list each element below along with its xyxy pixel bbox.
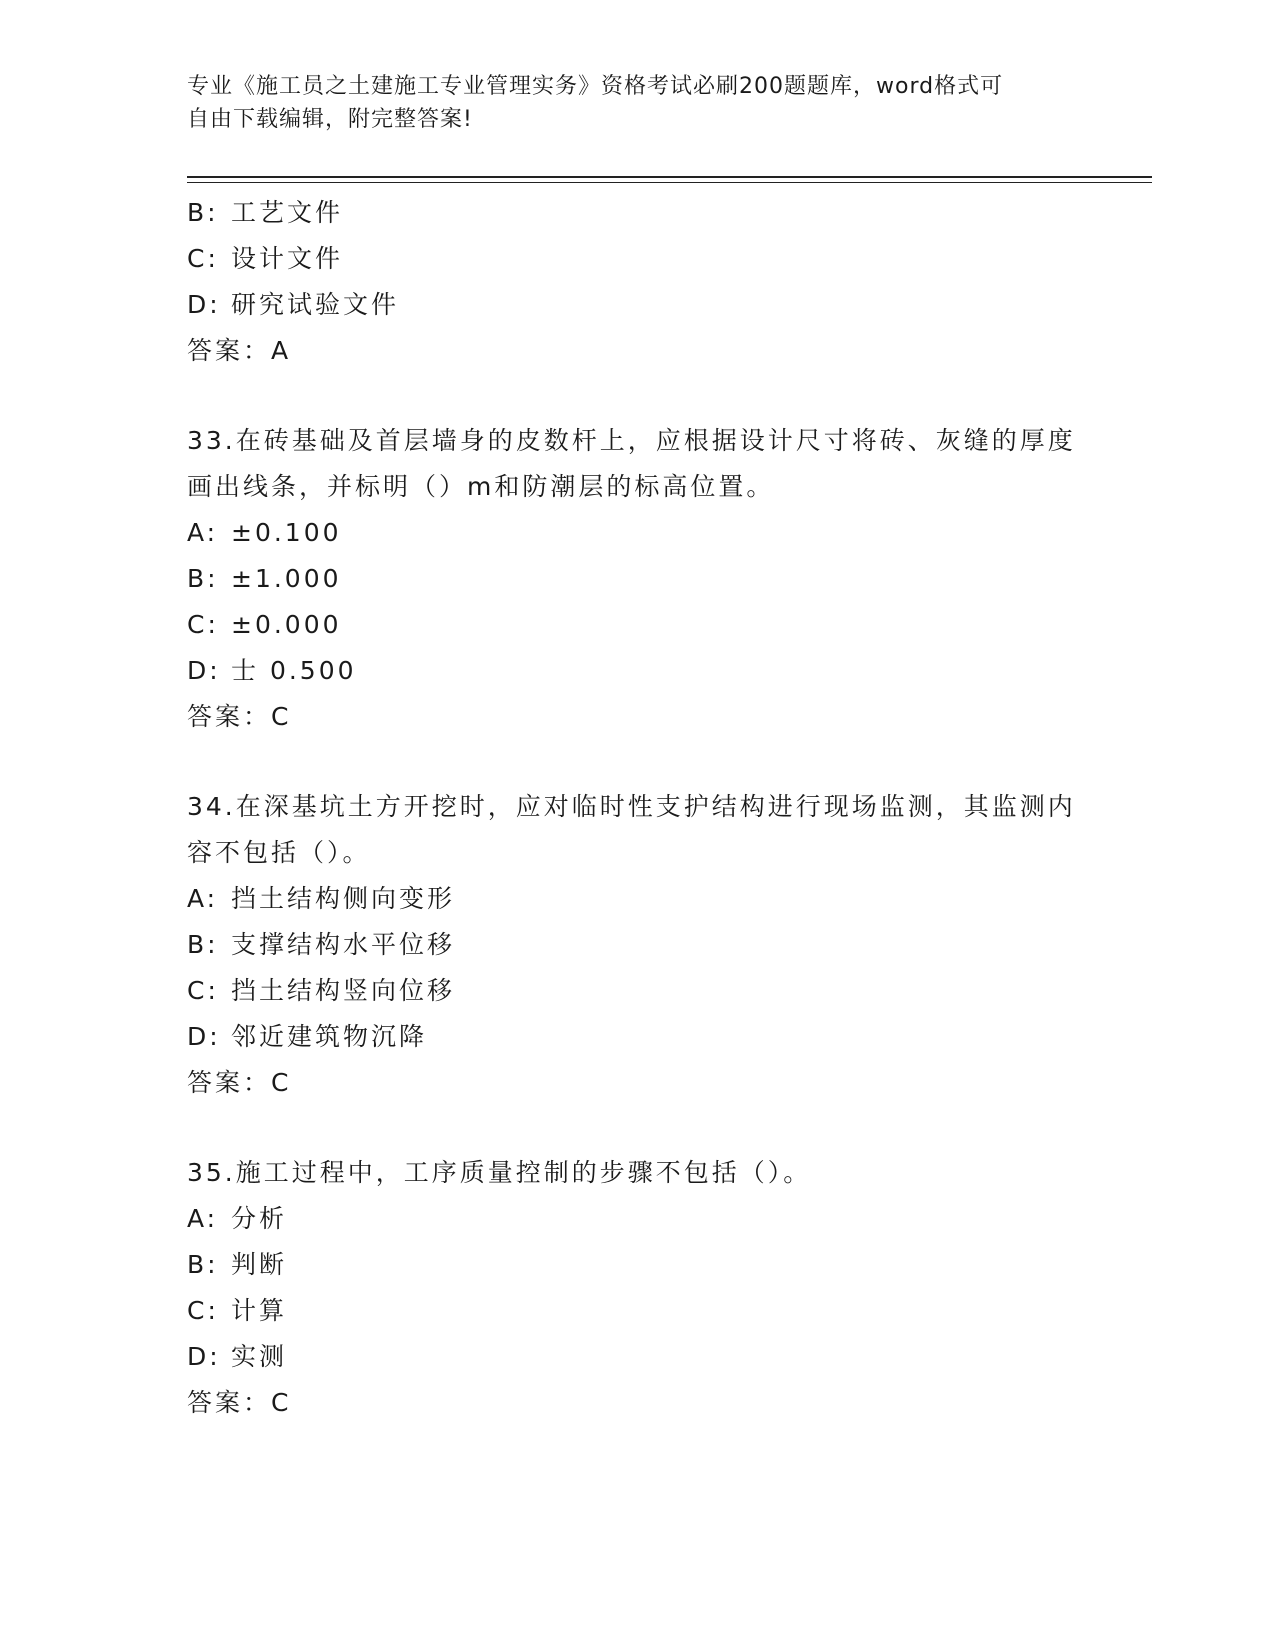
question-35 [187, 1150, 1087, 1426]
option-label: C: [187, 610, 219, 639]
option-text: 挡土结构侧向变形 [231, 884, 456, 913]
option-c [187, 1288, 1087, 1334]
option-a [187, 876, 1087, 922]
question-stem: 35.施工过程中，工序质量控制的步骤不包括（）。 [187, 1158, 812, 1187]
question-stem: 33.在砖基础及首层墙身的皮数杆上，应根据设计尺寸将砖、灰缝的厚度画出线条，并标明（）m和防潮层的标高位置。 [187, 426, 1076, 501]
option-text: 实测 [231, 1342, 288, 1371]
header-title-line-1: 专业《施工员之土建施工专业管理实务》资格考试必刷200题题库，word格式可 [187, 74, 1004, 99]
option-text: 士 0.500 [231, 656, 357, 685]
document-header [187, 70, 1087, 136]
header-rule-top [187, 176, 1152, 178]
answer-line: 答案：C [187, 702, 292, 731]
partial-question [187, 190, 1087, 374]
option-text: 邻近建筑物沉降 [231, 1022, 428, 1051]
option-a [187, 1196, 1087, 1242]
option-a [187, 510, 1087, 556]
option-b [187, 190, 1087, 236]
option-label: B: [187, 198, 219, 227]
option-text: ±0.100 [231, 518, 342, 547]
option-text: 研究试验文件 [231, 290, 400, 319]
answer-line: 答案：C [187, 1388, 292, 1417]
option-label: D: [187, 1022, 221, 1051]
option-d [187, 1334, 1087, 1380]
question-34 [187, 784, 1087, 1106]
option-c [187, 602, 1087, 648]
header-rule-bottom [187, 182, 1152, 183]
option-label: B: [187, 930, 219, 959]
option-label: A: [187, 884, 219, 913]
option-label: C: [187, 976, 219, 1005]
option-label: C: [187, 244, 219, 273]
option-label: A: [187, 518, 219, 547]
question-stem: 34.在深基坑土方开挖时，应对临时性支护结构进行现场监测，其监测内容不包括（）。 [187, 792, 1076, 867]
header-title-line-2: 自由下载编辑，附完整答案! [187, 107, 473, 132]
option-label: D: [187, 1342, 221, 1371]
option-b [187, 1242, 1087, 1288]
option-label: D: [187, 290, 221, 319]
option-text: 工艺文件 [231, 198, 344, 227]
option-text: 判断 [231, 1250, 288, 1279]
option-text: 分析 [231, 1204, 288, 1233]
option-text: 支撑结构水平位移 [231, 930, 456, 959]
question-33 [187, 418, 1087, 740]
option-b [187, 556, 1087, 602]
option-c [187, 968, 1087, 1014]
option-label: B: [187, 564, 219, 593]
option-text: ±0.000 [231, 610, 342, 639]
answer-line: 答案：A [187, 336, 292, 365]
option-text: 挡土结构竖向位移 [231, 976, 456, 1005]
option-text: 计算 [231, 1296, 288, 1325]
option-text: 设计文件 [231, 244, 344, 273]
option-d [187, 1014, 1087, 1060]
option-label: B: [187, 1250, 219, 1279]
option-d [187, 282, 1087, 328]
question-list [187, 190, 1087, 1426]
option-label: D: [187, 656, 221, 685]
answer-line: 答案：C [187, 1068, 292, 1097]
option-label: A: [187, 1204, 219, 1233]
option-c [187, 236, 1087, 282]
option-label: C: [187, 1296, 219, 1325]
option-b [187, 922, 1087, 968]
option-text: ±1.000 [231, 564, 342, 593]
option-d [187, 648, 1087, 694]
